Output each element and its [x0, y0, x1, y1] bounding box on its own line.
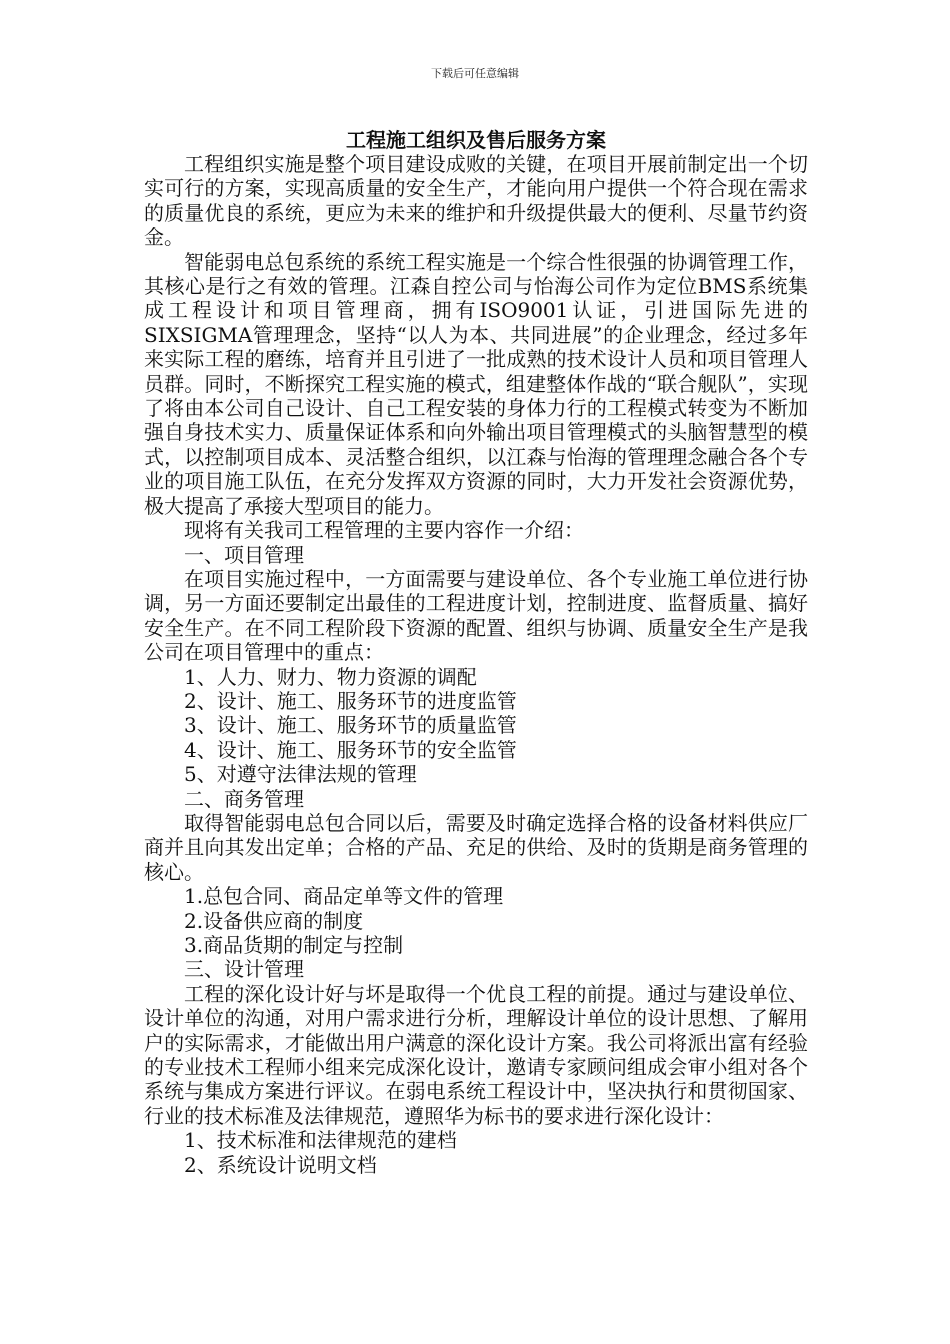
document-body — [144, 128, 808, 1177]
list-item: 3、设计、施工、服务环节的质量监管 — [184, 713, 517, 738]
list-item: 1、技术标准和法律规范的建档 — [184, 1128, 457, 1153]
document-blocks — [144, 152, 808, 1177]
section-heading-3: 三、设计管理 — [184, 957, 304, 982]
list-item: 3.商品货期的制定与控制 — [184, 933, 404, 957]
section-heading-1: 一、项目管理 — [184, 542, 304, 567]
intro-paragraph: 工程组织实施是整个项目建设成败的关键，在项目开展前制定出一个切实可行的方案，实现高质量的安全生产，才能向用户提供一个符合现在需求的质量优良的系统，更应为未来的维护和升级提供最大的便利、尽量节约资金。 — [144, 152, 808, 250]
document-title: 工程施工组织及售后服务方案 — [346, 128, 606, 152]
list-item: 1.总包合同、商品定单等文件的管理 — [184, 884, 504, 909]
list-item: 2、设计、施工、服务环节的进度监管 — [184, 688, 517, 713]
business-management-paragraph: 取得智能弱电总包合同以后，需要及时确定选择合格的设备材料供应厂商并且向其发出定单；合格的产品、充足的供给、及时的货期是商务管理的核心。 — [144, 810, 808, 884]
list-item: 5、对遵守法律法规的管理 — [184, 762, 417, 787]
list-item: 1、人力、财力、物力资源的调配 — [184, 664, 477, 689]
company-paragraph: 智能弱电总包系统的系统工程实施是一个综合性很强的协调管理工作，其核心是行之有效的管理。江森自控公司与怡海公司作为定位BMS系统集成工程设计和项目管理商，拥有ISO9001认证，引进国际先进的SIXSIGMA管理理念，坚持“以人为本、共同进展”的企业理念，经过多年来实际工程的磨练，培育并且引进了一批成熟的技术设计人员和项目管理人员群。同时，不断探究工程实施的模式，组建整体作战的“联合舰队”，实现了将由本公司自己设计、自己工程安装的身体力行的工程模式转变为不断加强自身技术实力、质量保证体系和向外输出项目管理模式的头脑智慧型的模式，以控制项目成本、灵活整合组织，以江森与怡海的管理理念融合各个专业的项目施工队伍，在充分发挥双方资源的同时，大力开发社会资源优势，极大提高了承接大型项目的能力。 — [144, 249, 808, 518]
list-item: 2、系统设计说明文档 — [184, 1152, 377, 1177]
overview-paragraph: 现将有关我司工程管理的主要内容作一介绍： — [184, 518, 584, 543]
design-management-paragraph: 工程的深化设计好与坏是取得一个优良工程的前提。通过与建设单位、设计单位的沟通，对用户需求进行分析，理解设计单位的设计思想、了解用户的实际需求，才能做出用户满意的深化设计方案。我公司将派出富有经验的专业技术工程师小组来完成深化设计，邀请专家顾问组成会审小组对各个系统与集成方案进行评议。在弱电系统工程设计中，坚决执行和贯彻国家、行业的技术标准及法律规范，遵照华为标书的要求进行深化设计： — [144, 981, 808, 1128]
section-heading-2: 二、商务管理 — [184, 786, 304, 811]
header-note: 下载后可任意编辑 — [431, 67, 519, 80]
list-item: 4、设计、施工、服务环节的安全监管 — [184, 737, 517, 762]
project-management-paragraph: 在项目实施过程中，一方面需要与建设单位、各个专业施工单位进行协调，另一方面还要制定出最佳的工程进度计划，控制进度、监督质量、搞好安全生产。在不同工程阶段下资源的配置、组织与协调、质量安全生产是我公司在项目管理中的重点： — [144, 566, 808, 665]
list-item: 2.设备供应商的制度 — [184, 908, 364, 933]
